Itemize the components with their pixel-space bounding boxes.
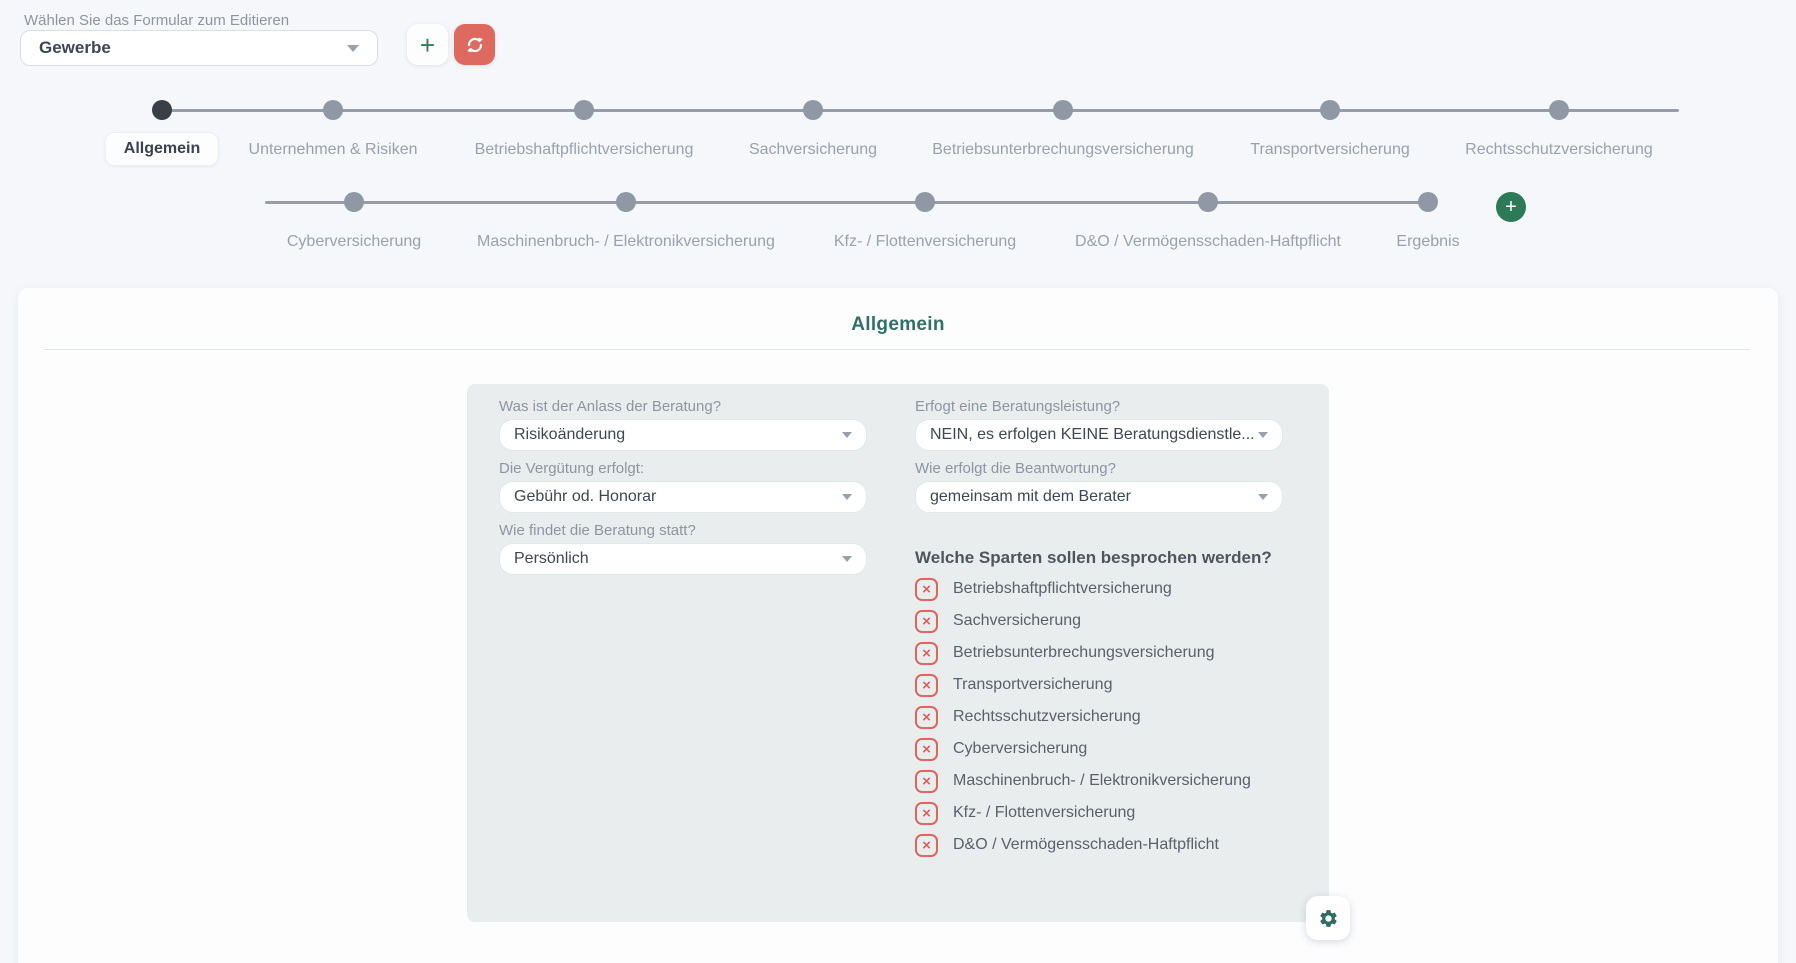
stepper-line-row1 [162, 109, 1679, 112]
gear-icon [1318, 908, 1339, 929]
remove-sparte-button[interactable] [915, 674, 938, 697]
remove-sparte-button[interactable] [915, 610, 938, 633]
close-icon: × [922, 836, 931, 854]
sparten-heading: Welche Sparten sollen besprochen werden? [915, 548, 1272, 567]
step-label-rechtsschutzversicherung[interactable]: Rechtsschutzversicherung [1465, 141, 1653, 158]
field-verguetung-label: Die Vergütung erfolgt: [499, 460, 645, 477]
form-picker-value: Gewerbe [39, 38, 111, 57]
close-icon: × [922, 772, 931, 790]
chevron-down-icon [842, 556, 852, 562]
step-label-ergebnis[interactable]: Ergebnis [1396, 233, 1460, 250]
list-item [915, 765, 1251, 797]
sparte-label: Sachversicherung [953, 612, 1082, 629]
chevron-down-icon [1258, 494, 1268, 500]
close-icon: × [922, 676, 931, 694]
step-label-betriebshaftpflichtversicherung[interactable]: Betriebshaftpflichtversicherung [474, 141, 694, 158]
field-beantwortung-select[interactable] [915, 481, 1283, 513]
field-verguetung [499, 460, 867, 513]
page-title: Allgemein [851, 314, 945, 335]
remove-sparte-button[interactable] [915, 642, 938, 665]
close-icon: × [922, 612, 931, 630]
list-item [915, 605, 1251, 637]
step-label-unternehmen-risiken[interactable]: Unternehmen & Risiken [248, 141, 418, 158]
step-dot-maschinenbruch-elektronikversicherung[interactable] [616, 192, 636, 212]
field-beratung-statt-label: Wie findet die Beratung statt? [499, 522, 696, 539]
field-beratungsleistung-value: NEIN, es erfolgen KEINE Beratungsdienstle... [930, 426, 1255, 443]
step-dot-do-vermoegensschaden[interactable] [1198, 192, 1218, 212]
sparte-label: Maschinenbruch- / Elektronikversicherung [953, 772, 1251, 789]
main-card [18, 288, 1778, 963]
sparte-label: Rechtsschutzversicherung [953, 708, 1141, 725]
chevron-down-icon [842, 432, 852, 438]
field-verguetung-value: Gebühr od. Honorar [514, 488, 657, 505]
refresh-button[interactable] [454, 24, 495, 65]
remove-sparte-button[interactable] [915, 802, 938, 825]
list-item [915, 573, 1251, 605]
step-dot-sachversicherung[interactable] [803, 100, 823, 120]
sparten-list [915, 573, 1251, 861]
step-label-maschinenbruch-elektronikversicherung[interactable]: Maschinenbruch- / Elektronikversicherung [477, 233, 775, 250]
step-dot-kfz-flottenversicherung[interactable] [915, 192, 935, 212]
close-icon: × [922, 740, 931, 758]
plus-icon: + [1505, 196, 1517, 218]
chevron-down-icon [1258, 432, 1268, 438]
form-picker-select[interactable] [20, 30, 378, 66]
step-label-transportversicherung[interactable]: Transportversicherung [1250, 141, 1410, 158]
list-item [915, 637, 1251, 669]
sparte-label: Kfz- / Flottenversicherung [953, 804, 1136, 821]
step-dot-rechtsschutzversicherung[interactable] [1549, 100, 1569, 120]
sparte-label: Betriebshaftpflichtversicherung [953, 580, 1172, 597]
step-label-allgemein-active[interactable]: Allgemein [105, 132, 219, 166]
sparte-label: Transportversicherung [953, 676, 1113, 693]
remove-sparte-button[interactable] [915, 834, 938, 857]
field-beantwortung-label: Wie erfolgt die Beantwortung? [915, 460, 1116, 477]
field-beratungsleistung [915, 398, 1283, 451]
stepper-line-row2 [265, 201, 1430, 204]
list-item [915, 701, 1251, 733]
form-picker-label: Wählen Sie das Formular zum Editieren [24, 12, 290, 29]
step-dot-betriebshaftpflichtversicherung[interactable] [574, 100, 594, 120]
field-beantwortung [915, 460, 1283, 513]
field-beantwortung-value: gemeinsam mit dem Berater [930, 488, 1131, 505]
step-label-do-vermoegensschaden[interactable]: D&O / Vermögensschaden-Haftpflicht [1075, 233, 1341, 250]
step-label-kfz-flottenversicherung[interactable]: Kfz- / Flottenversicherung [833, 233, 1017, 250]
field-anlass-value: Risikoänderung [514, 426, 626, 443]
close-icon: × [922, 644, 931, 662]
sparte-label: Betriebsunterbrechungsversicherung [953, 644, 1215, 661]
field-beratung-statt-select[interactable] [499, 543, 867, 575]
remove-sparte-button[interactable] [915, 770, 938, 793]
list-item [915, 797, 1251, 829]
field-anlass-label: Was ist der Anlass der Beratung? [499, 398, 722, 415]
add-step-button[interactable] [1496, 192, 1526, 222]
step-dot-ergebnis[interactable] [1418, 192, 1438, 212]
step-dot-transportversicherung[interactable] [1320, 100, 1340, 120]
form-panel [467, 384, 1329, 922]
step-dot-cyberversicherung[interactable] [344, 192, 364, 212]
sparte-label: Cyberversicherung [953, 740, 1088, 757]
list-item [915, 733, 1251, 765]
sparte-label: D&O / Vermögensschaden-Haftpflicht [953, 836, 1219, 853]
title-divider [44, 349, 1750, 350]
refresh-icon [464, 34, 486, 56]
field-anlass-select[interactable] [499, 419, 867, 451]
field-verguetung-select[interactable] [499, 481, 867, 513]
step-label-sachversicherung[interactable]: Sachversicherung [748, 141, 878, 158]
chevron-down-icon [842, 494, 852, 500]
close-icon: × [922, 804, 931, 822]
step-label-cyberversicherung[interactable]: Cyberversicherung [286, 233, 422, 250]
remove-sparte-button[interactable] [915, 578, 938, 601]
field-beratung-statt-value: Persönlich [514, 550, 589, 567]
add-form-button[interactable] [407, 24, 448, 65]
step-label-betriebsunterbrechungsversicherung[interactable]: Betriebsunterbrechungsversicherung [932, 141, 1194, 158]
chevron-down-icon [347, 45, 359, 52]
field-beratungsleistung-select[interactable] [915, 419, 1283, 451]
plus-icon: + [419, 29, 436, 60]
step-dot-allgemein[interactable] [152, 100, 172, 120]
field-anlass [499, 398, 867, 451]
step-dot-unternehmen-risiken[interactable] [323, 100, 343, 120]
step-dot-betriebsunterbrechungsversicherung[interactable] [1053, 100, 1073, 120]
remove-sparte-button[interactable] [915, 706, 938, 729]
field-beratung-statt [499, 522, 867, 575]
list-item [915, 669, 1251, 701]
close-icon: × [922, 580, 931, 598]
field-beratungsleistung-label: Erfogt eine Beratungsleistung? [915, 398, 1121, 415]
settings-button[interactable] [1306, 896, 1350, 940]
list-item [915, 829, 1251, 861]
remove-sparte-button[interactable] [915, 738, 938, 761]
close-icon: × [922, 708, 931, 726]
